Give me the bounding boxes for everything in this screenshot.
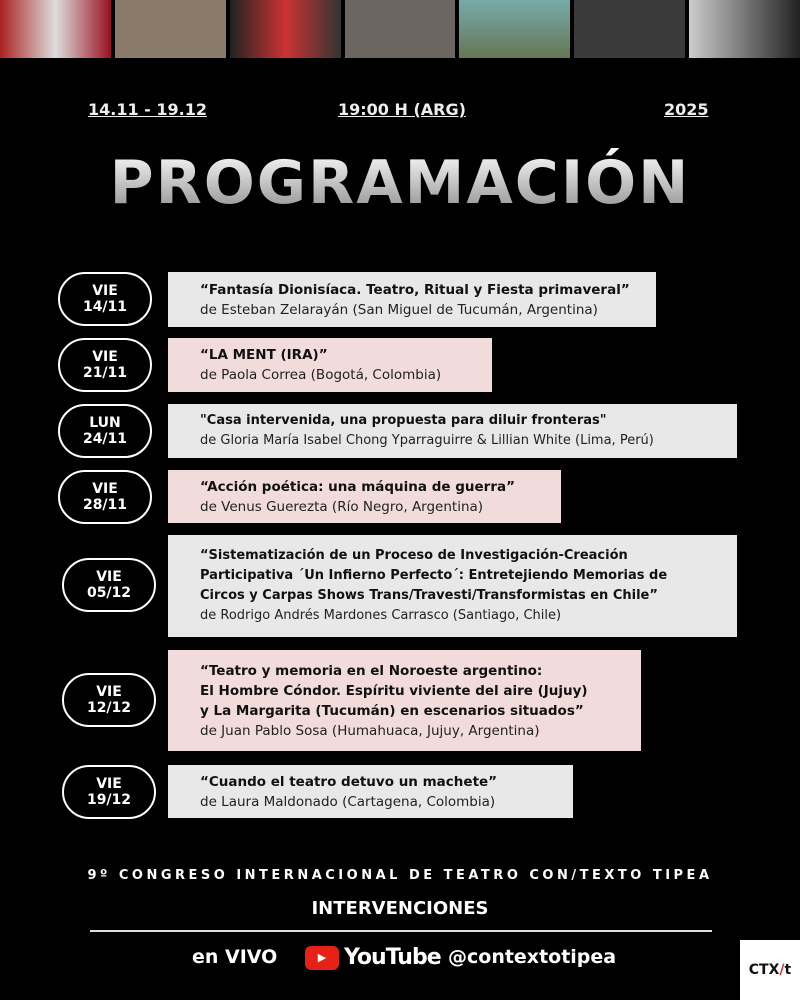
date: 24/11 (82, 431, 128, 447)
day: VIE (92, 349, 118, 365)
event-title: “Cuando el teatro detuvo un machete” (200, 773, 498, 790)
day: VIE (92, 481, 118, 497)
date-pill (58, 470, 152, 524)
photo (689, 0, 800, 58)
event-author: de Esteban Zelarayán (San Miguel de Tucumán, Argentina) (200, 301, 598, 318)
date-pill (58, 338, 152, 392)
event-box (168, 535, 737, 637)
date: 05/12 (86, 585, 132, 601)
event-box (168, 765, 573, 818)
event-author: de Juan Pablo Sosa (Humahuaca, Jujuy, Argentina) (200, 722, 540, 739)
event-title: “Fantasía Dionisíaca. Teatro, Ritual y Fiesta primaveral” (200, 281, 630, 298)
photo (459, 0, 570, 58)
youtube-label: YouTube (344, 945, 441, 970)
photo (345, 0, 456, 58)
event-title: "Casa intervenida, una propuesta para diluir fronteras" (200, 413, 607, 428)
date-pill (62, 673, 156, 727)
youtube-link[interactable] (305, 945, 441, 970)
event-box (168, 338, 492, 392)
event-author: de Venus Guerezta (Río Negro, Argentina) (200, 498, 484, 515)
event-box (168, 404, 737, 458)
ctx-logo: CTX / t (740, 940, 800, 1000)
event-title: “Sistematización de un Proceso de Investigación-Creación Participativa ´Un Infierno Perfecto´: Entretejiendo Memorias de Circos y Carpas Shows Trans/Travesti/Transformistas en Chile” (200, 548, 668, 603)
date-pill (62, 558, 156, 612)
day: LUN (89, 415, 121, 431)
divider (90, 930, 712, 932)
section-title: INTERVENCIONES (311, 898, 489, 919)
event-box (168, 470, 561, 523)
congress-title: 9º CONGRESO INTERNACIONAL DE TEATRO CON/TEXTO TIPEA (87, 868, 713, 883)
event-box (168, 272, 656, 327)
date-pill (58, 404, 152, 458)
event-author: de Paola Correa (Bogotá, Colombia) (200, 367, 442, 383)
channel-handle[interactable]: @contextotipea (448, 946, 617, 968)
youtube-play-icon: ▶ (305, 946, 339, 970)
day: VIE (96, 684, 122, 700)
day: VIE (96, 776, 122, 792)
photo (115, 0, 226, 58)
date: 12/12 (86, 700, 132, 716)
date: 21/11 (82, 365, 128, 381)
day: VIE (96, 569, 122, 585)
event-title: “Acción poética: una máquina de guerra” (200, 478, 515, 495)
photo-strip (0, 0, 800, 58)
time: 19:00 H (ARG) (338, 100, 466, 119)
photo (230, 0, 341, 58)
live-label: en VIVO (192, 946, 278, 968)
date: 19/12 (86, 792, 132, 808)
date-pill (62, 765, 156, 819)
day: VIE (92, 283, 118, 299)
year: 2025 (664, 100, 709, 119)
date-range: 14.11 - 19.12 (88, 100, 207, 119)
event-title: “Teatro y memoria en el Noroeste argentino: El Hombre Cóndor. Espíritu viviente del aire (Jujuy) y La Margarita (Tucumán) en escenarios situados” (200, 662, 588, 719)
event-author: de Laura Maldonado (Cartagena, Colombia) (200, 793, 496, 810)
date: 28/11 (82, 497, 128, 513)
event-title: “LA MENT (IRA)” (200, 347, 328, 363)
date: 14/11 (82, 299, 128, 315)
event-author: de Rodrigo Andrés Mardones Carrasco (Santiago, Chile) (200, 608, 562, 623)
event-box (168, 650, 641, 751)
event-author: de Gloria María Isabel Chong Yparraguirre & Lillian White (Lima, Perú) (200, 433, 654, 448)
photo (574, 0, 685, 58)
date-pill (58, 272, 152, 326)
page-title: PROGRAMACIÓN (0, 148, 800, 218)
photo (0, 0, 111, 58)
